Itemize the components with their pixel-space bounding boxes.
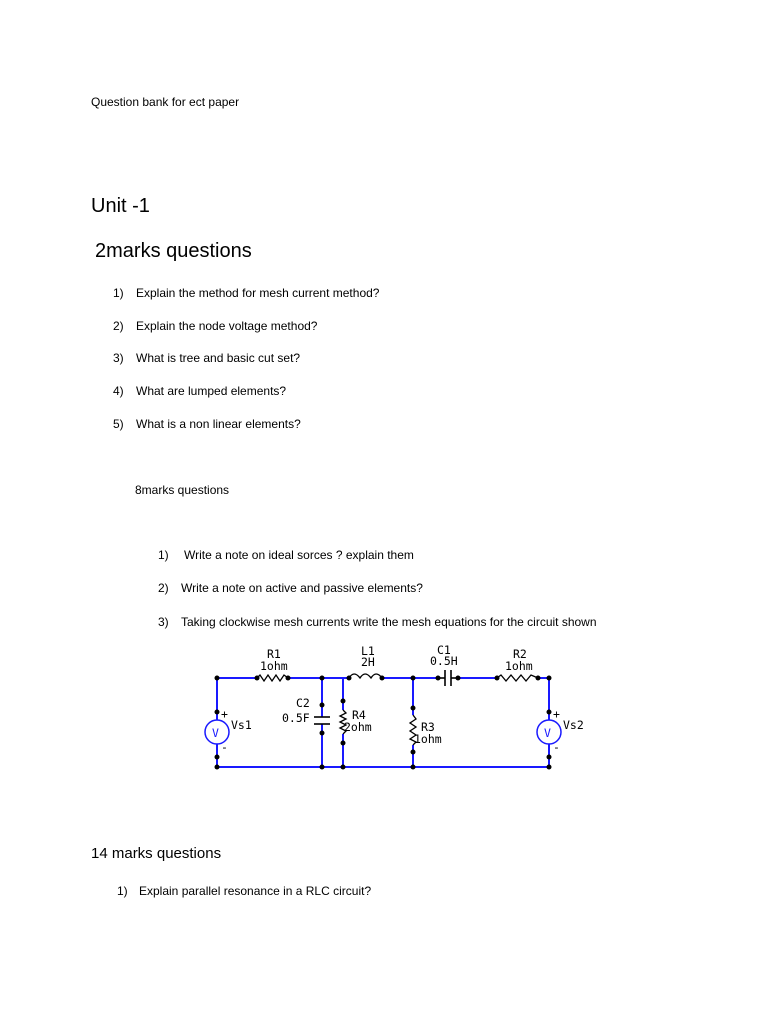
question-number: 1) (113, 286, 124, 300)
circuit-diagram (195, 640, 584, 780)
question-number: 4) (113, 384, 124, 398)
question-number: 2) (113, 319, 124, 333)
question-text: What are lumped elements? (136, 384, 287, 398)
l1-name-label: L1 (361, 644, 375, 658)
two-marks-heading: 2marks questions (95, 240, 252, 262)
r4-name-label: R4 (352, 708, 366, 722)
question-text: Taking clockwise mesh currents write the mesh equations for the circuit shown (181, 615, 597, 629)
vs1-name-label: Vs1 (231, 718, 252, 732)
question-item (158, 548, 414, 562)
c1-name-label: C1 (437, 643, 451, 657)
c2-capacitor (314, 717, 330, 724)
r2-value-label: 1ohm (505, 659, 533, 673)
r1-resistor (257, 675, 288, 681)
question-number: 1) (117, 884, 128, 898)
r1-value-label: 1ohm (260, 659, 288, 673)
r2-name-label: R2 (513, 647, 527, 661)
l1-value-label: 2H (361, 655, 375, 669)
vs1-plus-label: + (221, 707, 228, 721)
vs2-name-label: Vs2 (563, 718, 584, 732)
question-text: Explain the node voltage method? (136, 319, 318, 333)
c1-capacitor (438, 670, 458, 686)
document-title: Question bank for ect paper (91, 95, 240, 109)
vs1-symbol: V (212, 726, 219, 740)
vs2-plus-label: + (553, 707, 560, 721)
question-item (158, 581, 423, 595)
question-number: 3) (158, 615, 169, 629)
unit-heading: Unit -1 (91, 195, 150, 217)
r2-resistor (497, 675, 538, 681)
question-text: Explain the method for mesh current method? (136, 286, 380, 300)
c2-value-label: 0.5F (282, 711, 310, 725)
question-item (113, 384, 286, 398)
question-text: Write a note on ideal sorces ? explain them (184, 548, 414, 562)
question-text: What is a non linear elements? (136, 417, 301, 431)
question-item (117, 884, 371, 898)
junction-dots (215, 676, 552, 770)
question-item (158, 615, 597, 629)
r3-value-label: 1ohm (414, 732, 442, 746)
question-text: Explain parallel resonance in a RLC circuit? (139, 884, 372, 898)
question-item (113, 286, 379, 300)
c1-value-label: 0.5H (430, 654, 458, 668)
r3-name-label: R3 (421, 720, 435, 734)
question-number: 3) (113, 351, 124, 365)
c2-name-label: C2 (296, 696, 310, 710)
question-item (113, 319, 317, 333)
question-number: 2) (158, 581, 169, 595)
question-text: Write a note on active and passive elements? (181, 581, 423, 595)
r1-name-label: R1 (267, 647, 281, 661)
wires (217, 678, 549, 767)
r4-value-label: 2ohm (344, 720, 372, 734)
l1-inductor (349, 674, 382, 678)
vs2-minus-label: - (553, 740, 560, 754)
vs2-symbol: V (544, 726, 551, 740)
vs1-minus-label: - (221, 740, 228, 754)
question-number: 1) (158, 548, 169, 562)
fourteen-marks-heading: 14 marks questions (91, 845, 222, 862)
question-number: 5) (113, 417, 124, 431)
question-item (113, 417, 301, 431)
question-item (113, 351, 300, 365)
question-text: What is tree and basic cut set? (136, 351, 301, 365)
eight-marks-heading: 8marks questions (135, 483, 230, 497)
